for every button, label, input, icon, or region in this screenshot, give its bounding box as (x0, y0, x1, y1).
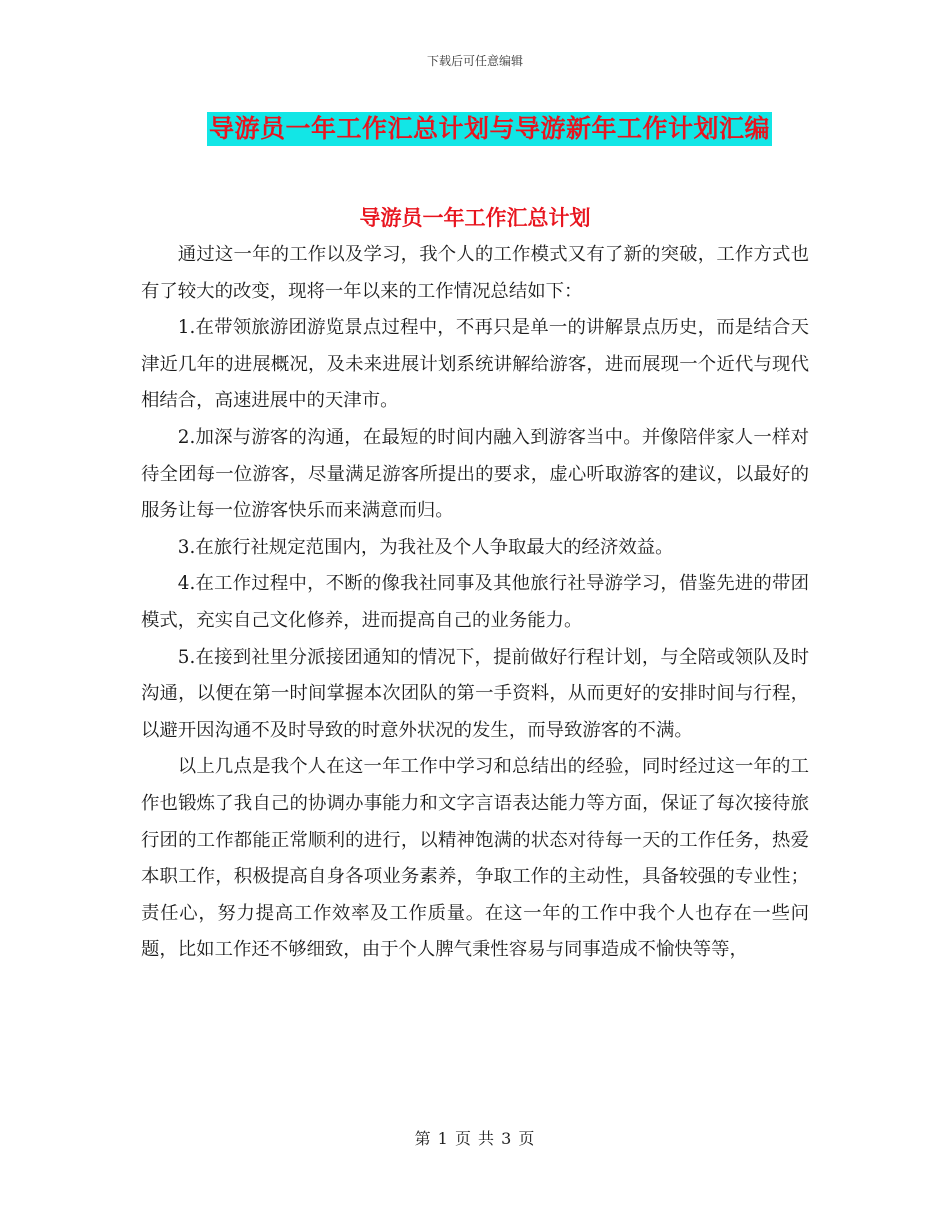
paragraph-item-4: 4.在工作过程中，不断的像我社同事及其他旅行社导游学习，借鉴先进的带团模式，充实自己文化修养，进而提高自己的业务能力。 (141, 573, 809, 631)
section-title: 导游员一年工作汇总计划 (359, 206, 591, 230)
main-title: 导游员一年工作汇总计划与导游新年工作计划汇编 (207, 112, 772, 146)
paragraph-summary: 以上几点是我个人在这一年工作中学习和总结出的经验，同时经过这一年的工作也锻炼了我自己的协调办事能力和文字言语表达能力等方面，保证了每次接待旅行团的工作都能正常顺利的进行，以精神饱满的状态对待每一天的工作任务，热爱本职工作，积极提高自身各项业务素养，争取工作的主动性，具备较强的专业性；责任心，努力提高工作效率及工作质量。在这一年的工作中我个人也存在一些问题，比如工作还不够细致，由于个人脾气秉性容易与同事造成不愉快等等， (141, 756, 809, 961)
paragraph-item-3: 3.在旅行社规定范围内，为我社及个人争取最大的经济效益。 (177, 536, 674, 558)
body-text (141, 237, 809, 969)
paragraph-item-5: 5.在接到社里分派接团通知的情况下，提前做好行程计划，与全陪或领队及时沟通，以便在第一时间掌握本次团队的第一手资料，从而更好的安排时间与行程，以避开因沟通不及时导致的时意外状况的发生，而导致游客的不满。 (141, 646, 809, 741)
main-title-wrap (207, 112, 772, 146)
page-footer: 第 1 页 共 3 页 (414, 1129, 536, 1148)
paragraph-intro: 通过这一年的工作以及学习，我个人的工作模式又有了新的突破，工作方式也有了较大的改变，现将一年以来的工作情况总结如下： (141, 244, 809, 302)
header-note: 下载后可任意编辑 (426, 54, 523, 68)
paragraph-item-1: 1.在带领旅游团游览景点过程中，不再只是单一的讲解景点历史，而是结合天津近几年的进展概况，及未来进展计划系统讲解给游客，进而展现一个近代与现代相结合，高速进展中的天津市。 (141, 317, 809, 412)
paragraph-item-2: 2.加深与游客的沟通，在最短的时间内融入到游客当中。并像陪伴家人一样对待全团每一位游客，尽量满足游客所提出的要求，虚心听取游客的建议，以最好的服务让每一位游客快乐而来满意而归。 (141, 426, 809, 522)
